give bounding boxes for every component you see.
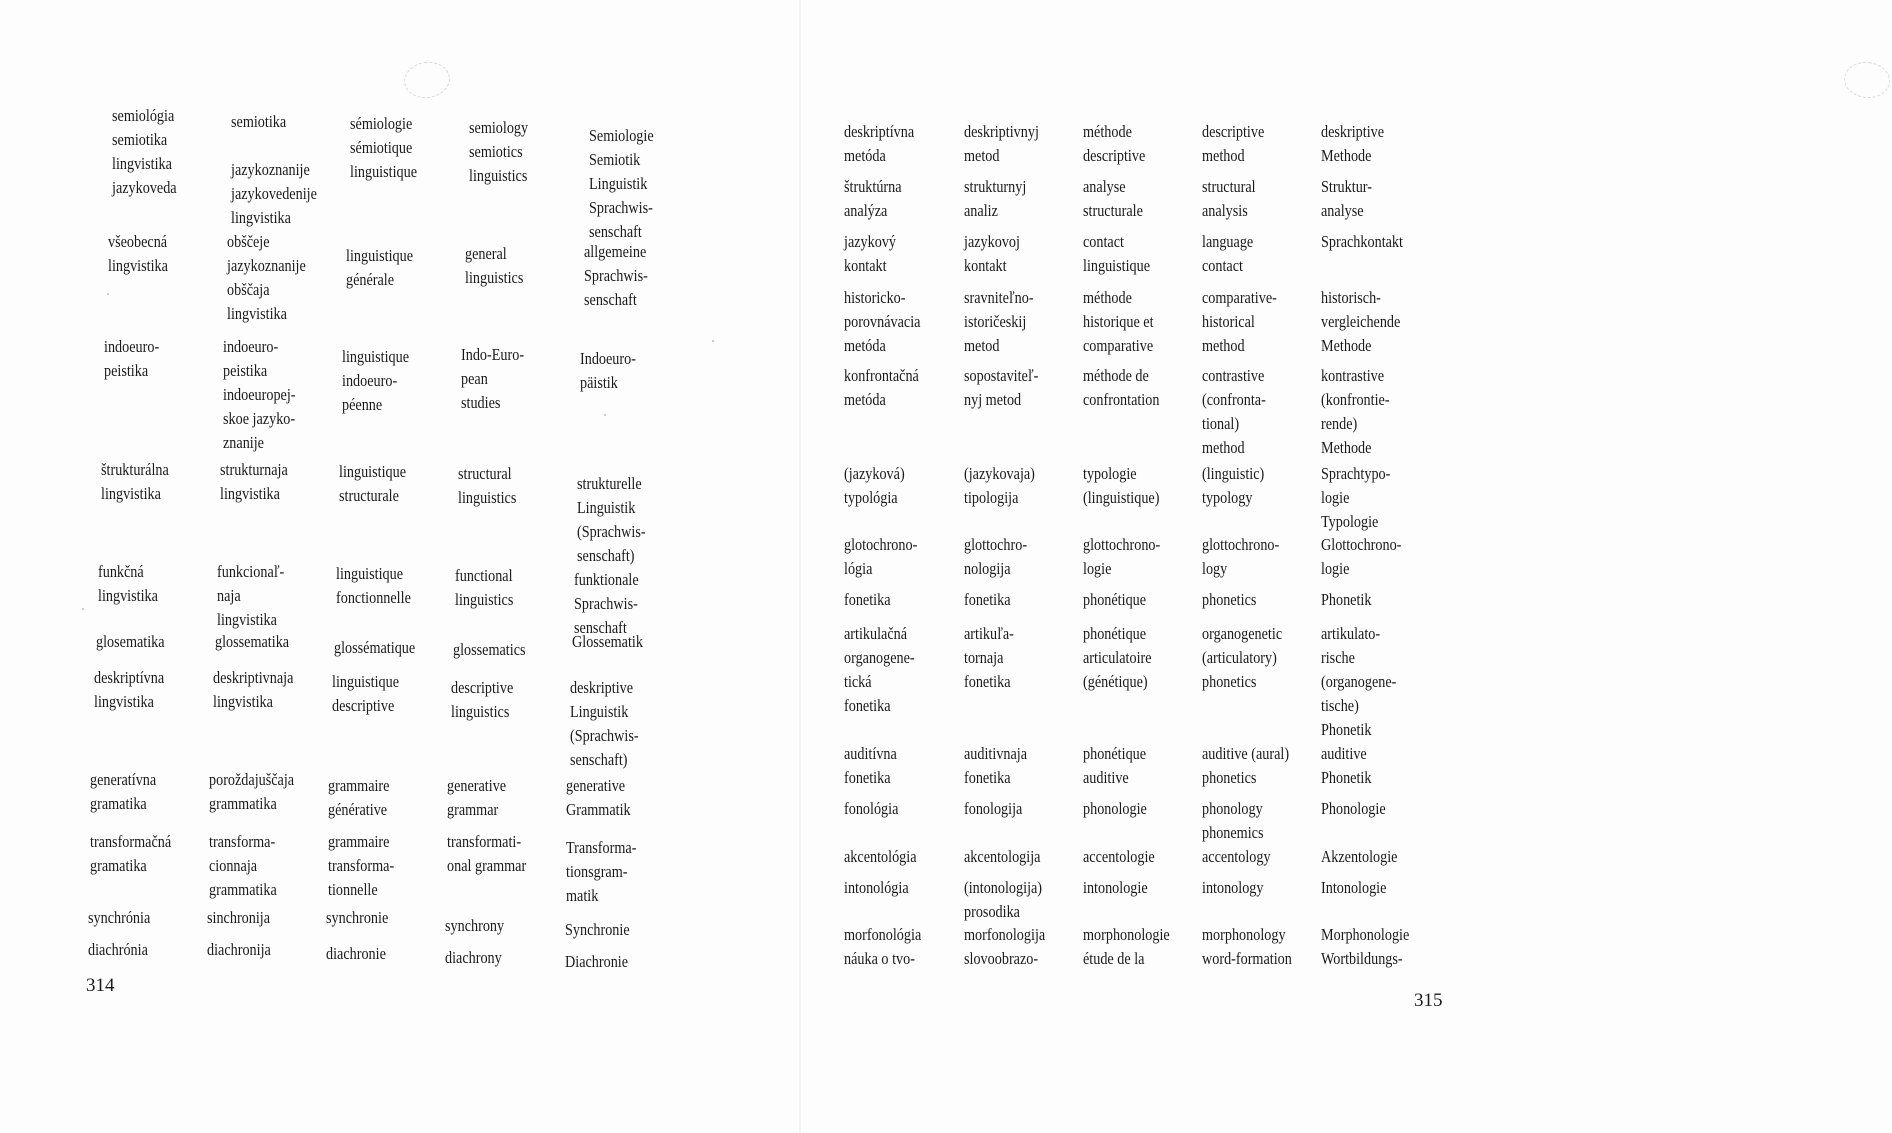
german-term: Phonologie [1321, 799, 1386, 818]
french-term: glottochrono- logie [1083, 535, 1161, 578]
slovak-term: historicko- porovnávacia metóda [844, 288, 921, 355]
english-term: synchrony [445, 916, 505, 935]
english-term: auditive (aural) phonetics [1202, 744, 1290, 787]
slovak-term: semiológia semiotika lingvistika jazykoveda [112, 106, 177, 197]
german-term: Diachronie [565, 952, 629, 971]
french-term: contact linguistique [1083, 232, 1151, 275]
russian-term: strukturnyj analiz [964, 177, 1027, 220]
french-term: grammaire transforma- tionnelle [328, 832, 395, 899]
german-term: Morphonologie Wortbildungs- [1321, 925, 1410, 968]
slovak-term: konfrontačná metóda [844, 366, 919, 409]
russian-term: artikuľa- tornaja fonetika [964, 624, 1014, 691]
french-term: phonétique articulatoire (génétique) [1083, 624, 1152, 691]
english-term: structural analysis [1202, 177, 1256, 220]
english-term: contrastive (confronta- tional) method [1202, 366, 1266, 457]
french-term: méthode historique et comparative [1083, 288, 1154, 355]
russian-term: glossematika [215, 632, 290, 651]
french-term: méthode de confrontation [1083, 366, 1160, 409]
slovak-term: generatívna gramatika [90, 770, 157, 813]
slovak-term: transformačná gramatika [90, 832, 172, 875]
russian-term: auditivnaja fonetika [964, 744, 1028, 787]
english-term: accentology [1202, 847, 1271, 866]
english-term: semiology semiotics linguistics [469, 118, 529, 185]
russian-term: (intonologija) prosodika [964, 878, 1043, 921]
french-term: morphonologie étude de la [1083, 925, 1170, 968]
german-term: strukturelle Linguistik (Sprachwis- senschaft) [577, 474, 646, 565]
russian-term: indoeuro- peistika indoeuropej- skoe jazyko- znanije [223, 337, 296, 452]
english-term: structural linguistics [458, 464, 517, 507]
french-term: phonétique auditive [1083, 744, 1147, 787]
russian-term: jazykovoj kontakt [964, 232, 1020, 275]
english-term: glottochrono- logy [1202, 535, 1280, 578]
german-term: auditive Phonetik [1321, 744, 1372, 787]
english-term: language contact [1202, 232, 1254, 275]
english-term: descriptive method [1202, 122, 1265, 165]
german-term: Glossematik [572, 632, 643, 651]
english-term: glossematics [453, 640, 526, 659]
french-term: linguistique générale [346, 246, 414, 289]
slovak-term: všeobecná lingvistika [108, 232, 168, 275]
english-term: (linguistic) typology [1202, 464, 1265, 507]
russian-term: fonologija [964, 799, 1023, 818]
german-term: Struktur- analyse [1321, 177, 1372, 220]
german-term: Akzentologie [1321, 847, 1398, 866]
slovak-term: morfonológia náuka o tvo- [844, 925, 922, 968]
french-term: grammaire générative [328, 776, 390, 819]
english-term: transformati- onal grammar [447, 832, 527, 875]
russian-term: morfonologija slovoobrazo- [964, 925, 1046, 968]
russian-term: poroždajuščaja grammatika [209, 770, 295, 813]
russian-term: glottochro- nologija [964, 535, 1028, 578]
french-term: linguistique indoeuro- péenne [342, 347, 410, 414]
slovak-term: glotochrono- lógia [844, 535, 918, 578]
scan-speck [107, 293, 109, 295]
slovak-term: artikulačná organogene- tická fonetika [844, 624, 915, 715]
russian-term: diachronija [207, 940, 271, 959]
german-term: artikulato- rische (organogene- tische) Phonetik [1321, 624, 1397, 739]
french-term: analyse structurale [1083, 177, 1143, 220]
german-term: Sprachkontakt [1321, 232, 1403, 251]
german-term: Sprachtypo- logie Typologie [1321, 464, 1391, 531]
german-term: deskriptive Linguistik (Sprachwis- senschaft) [570, 678, 639, 769]
slovak-term: diachrónia [88, 940, 148, 959]
english-term: phonetics [1202, 590, 1257, 609]
slovak-term: indoeuro- peistika [104, 337, 160, 380]
russian-term: fonetika [964, 590, 1011, 609]
russian-term: semiotika jazykoznanije jazykovedenije lingvistika [231, 112, 317, 227]
german-term: generative Grammatik [566, 776, 631, 819]
english-term: morphonology word-formation [1202, 925, 1292, 968]
english-term: Indo-Euro- pean studies [461, 345, 525, 412]
russian-term: transforma- cionnaja grammatika [209, 832, 277, 899]
left-page [0, 0, 800, 1133]
german-term: kontrastive (konfrontie- rende) Methode [1321, 366, 1390, 457]
right-page [800, 0, 1868, 1133]
german-term: funktionale Sprachwis- senschaft [574, 570, 639, 637]
english-term: organogenetic (articulatory) phonetics [1202, 624, 1283, 691]
slovak-term: auditívna fonetika [844, 744, 897, 787]
french-term: diachronie [326, 944, 386, 963]
slovak-term: deskriptívna metóda [844, 122, 915, 165]
russian-term: akcentologija [964, 847, 1041, 866]
german-term: Intonologie [1321, 878, 1387, 897]
russian-term: deskriptivnyj metod [964, 122, 1039, 165]
russian-term: sravniteľno- istoričeskij metod [964, 288, 1034, 355]
german-term: Semiologie Semiotik Linguistik Sprachwis- senschaft [589, 126, 654, 241]
scan-speck [82, 608, 84, 610]
slovak-term: glosematika [96, 632, 165, 651]
russian-term: (jazykovaja) tipologija [964, 464, 1035, 507]
german-term: Glottochrono- logie [1321, 535, 1402, 578]
french-term: méthode descriptive [1083, 122, 1146, 165]
russian-term: sopostaviteľ- nyj metod [964, 366, 1039, 409]
slovak-term: intonológia [844, 878, 909, 897]
slovak-term: akcentológia [844, 847, 917, 866]
slovak-term: jazykový kontakt [844, 232, 897, 275]
english-term: descriptive linguistics [451, 678, 514, 721]
german-term: Synchronie [565, 920, 630, 939]
slovak-term: štruktúrna analýza [844, 177, 902, 220]
slovak-term: funkčná lingvistika [98, 562, 158, 605]
french-term: typologie (linguistique) [1083, 464, 1160, 507]
french-term: linguistique descriptive [332, 672, 400, 715]
library-stamp: ​ [402, 59, 453, 101]
english-term: comparative- historical method [1202, 288, 1277, 355]
english-term: general linguistics [465, 244, 524, 287]
library-stamp: ​ [1842, 60, 1892, 101]
german-term: historisch- vergleichende Methode [1321, 288, 1401, 355]
french-term: sémiologie sémiotique linguistique [350, 114, 418, 181]
french-term: intonologie [1083, 878, 1148, 897]
english-term: generative grammar [447, 776, 507, 819]
page-number-right: 315 [1414, 990, 1443, 1011]
scan-speck [604, 414, 606, 416]
russian-term: funkcionaľ- naja lingvistika [217, 562, 285, 629]
russian-term: strukturnaja lingvistika [220, 460, 288, 503]
slovak-term: (jazyková) typológia [844, 464, 905, 507]
english-term: phonology phonemics [1202, 799, 1264, 842]
french-term: phonétique [1083, 590, 1147, 609]
french-term: synchronie [326, 908, 389, 927]
slovak-term: deskriptívna lingvistika [94, 668, 165, 711]
french-term: linguistique structurale [339, 462, 407, 505]
french-term: phonologie [1083, 799, 1147, 818]
slovak-term: štrukturálna lingvistika [101, 460, 169, 503]
german-term: Transforma- tionsgram- matik [566, 838, 637, 905]
french-term: linguistique fonctionnelle [336, 564, 411, 607]
english-term: functional linguistics [455, 566, 514, 609]
slovak-term: fonológia [844, 799, 899, 818]
slovak-term: synchrónia [88, 908, 151, 927]
german-term: Phonetik [1321, 590, 1372, 609]
russian-term: sinchronija [207, 908, 271, 927]
french-term: glossématique [334, 638, 416, 657]
slovak-term: fonetika [844, 590, 891, 609]
german-term: allgemeine Sprachwis- senschaft [584, 242, 648, 309]
german-term: deskriptive Methode [1321, 122, 1385, 165]
german-term: Indoeuro- päistik [580, 349, 636, 392]
french-term: accentologie [1083, 847, 1155, 866]
page-number-left: 314 [86, 975, 115, 996]
russian-term: obščeje jazykoznanije obščaja lingvistika [227, 232, 306, 323]
scan-speck [712, 340, 714, 342]
russian-term: deskriptivnaja lingvistika [213, 668, 294, 711]
english-term: diachrony [445, 948, 502, 967]
english-term: intonology [1202, 878, 1264, 897]
